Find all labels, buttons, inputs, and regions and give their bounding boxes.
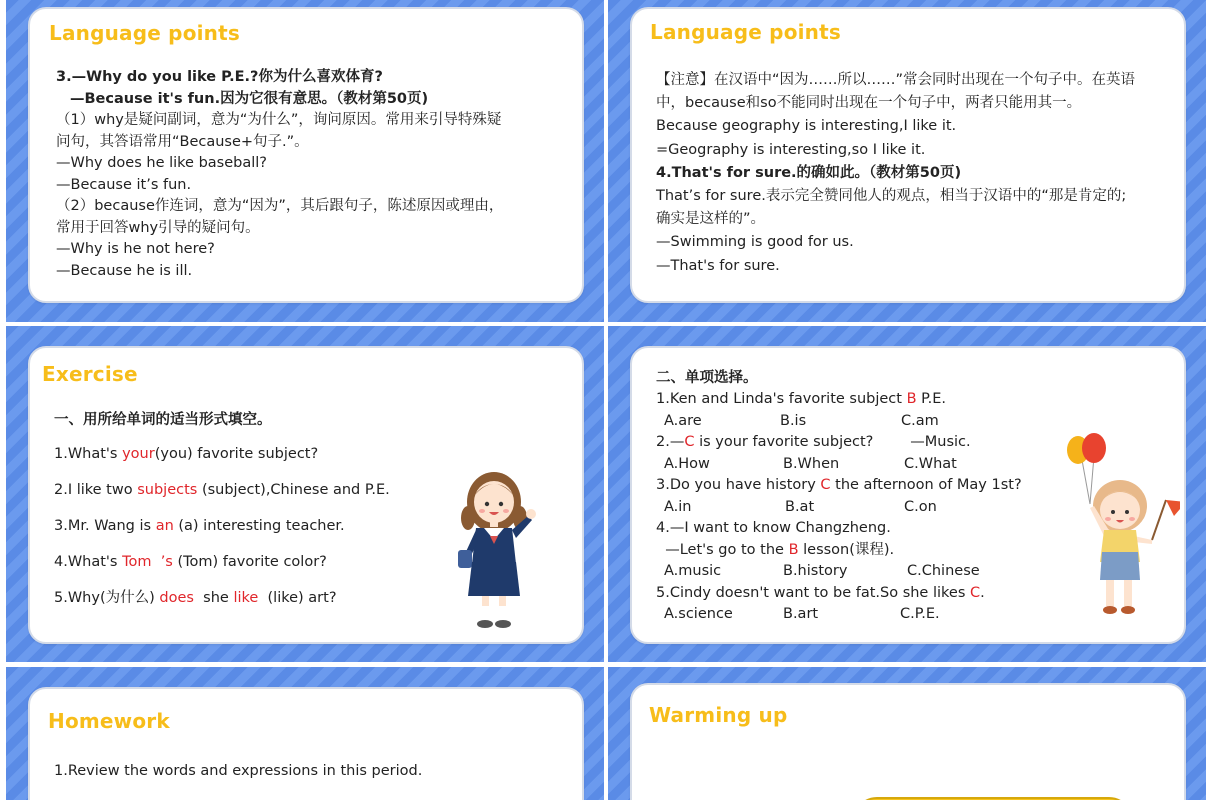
option: C.P.E.: [900, 606, 940, 622]
exercise-item: [54, 444, 318, 466]
exercise-item: [54, 588, 337, 610]
question: [656, 475, 1022, 497]
option: A.science: [664, 606, 733, 622]
item-text: 2.I like two: [54, 482, 138, 498]
answer: C: [970, 584, 981, 601]
question: [656, 518, 1022, 561]
option: A.in: [664, 498, 692, 515]
option: C.What: [904, 455, 957, 472]
text-line: —Why does he like baseball?: [56, 155, 267, 171]
text-line: 【注意】在汉语中“因为……所以……”常会同时出现在一个句子中。在英语: [656, 72, 1136, 88]
answer: an: [155, 518, 174, 534]
text-line: 4.That's for sure.的确如此。（教材第50页): [656, 164, 962, 181]
slide-card: [28, 346, 584, 644]
item-text: (you) favorite subject?: [154, 446, 319, 462]
answer: does: [159, 590, 194, 606]
text-line: 确实是这样的”。: [656, 211, 766, 228]
answer: subjects: [137, 482, 198, 498]
text-line: 3.—Why do you like P.E.?你为什么喜欢体育?: [56, 69, 383, 85]
text-line: Because geography is interesting,I like it.: [656, 118, 957, 135]
text-line: 中，because和so不能同时出现在一个句子中，两者只能用其一。: [656, 95, 1082, 112]
slide-card: [28, 7, 584, 303]
text-line: —Because it’s fun.: [56, 176, 192, 193]
answer: your: [122, 446, 155, 462]
girl-balloons-illustration: [1060, 432, 1180, 622]
text-line: That’s for sure.表示完全赞同他人的观点，相当于汉语中的“那是肯定的;: [656, 188, 1127, 205]
student-girl-illustration: [454, 466, 538, 634]
question-text: is your favorite subject? —Music.: [694, 434, 971, 450]
slide-warming-up[interactable]: [608, 667, 1206, 800]
text-line: —That's for sure.: [656, 257, 780, 274]
slide-heading: Homework: [48, 709, 170, 733]
question: [656, 583, 1022, 605]
item-text: 4.What's: [54, 554, 123, 570]
slide-heading: Language points: [650, 20, 841, 44]
option: B.is: [780, 412, 807, 429]
option: A.music: [664, 563, 722, 579]
question-text: 3.Do you have history: [656, 477, 821, 493]
slide-body: [56, 67, 503, 282]
item-text: 5.Why(为什么): [54, 590, 160, 606]
slide-heading: Warming up: [649, 703, 788, 727]
slide-heading: Language points: [49, 21, 240, 45]
option: A.are: [664, 412, 702, 429]
question-text: 1.Ken and Linda's favorite subject: [656, 391, 907, 407]
slide-homework[interactable]: [6, 667, 604, 800]
option: A.How: [664, 455, 710, 472]
option: B.history: [783, 563, 848, 579]
homework-item: 1.Review the words and expressions in this period.: [54, 763, 423, 779]
options: [656, 561, 1022, 583]
text-line: —Swimming is good for us.: [656, 234, 854, 251]
slide-language-points-1[interactable]: [6, 0, 604, 322]
question-text: .: [980, 584, 985, 601]
exercise-item: [54, 516, 345, 538]
question-text: 4.—I want to know Changzheng. —Let's go to the: [656, 520, 891, 558]
slide-body: [656, 69, 1135, 278]
answer: Tom ’s: [122, 554, 173, 570]
text-line: （1）why是疑问副词，意为“为什么”，询问原因。常用来引导特殊疑: [56, 112, 502, 128]
item-text: 1.What's: [54, 446, 123, 462]
options: [656, 497, 1022, 519]
slide-card: [630, 7, 1186, 303]
question-text: 2.—: [656, 434, 685, 450]
exercise-title: 二、单项选择。: [656, 370, 758, 386]
answer: B: [788, 541, 799, 558]
question-text: the afternoon of May 1st?: [830, 477, 1022, 493]
option: B.When: [783, 455, 840, 472]
item-text: 3.Mr. Wang is: [54, 518, 156, 534]
options: [656, 411, 1022, 433]
question: [656, 432, 1022, 454]
exercise-item: [54, 552, 327, 574]
question: [656, 389, 1022, 411]
answer: B: [906, 391, 917, 407]
slide-heading: Exercise: [42, 362, 138, 386]
option: B.art: [783, 606, 819, 622]
option: C.on: [904, 498, 937, 515]
text-line: （2）because作连词，意为“因为”，其后跟句子，陈述原因或理由，: [56, 198, 504, 214]
slide-card: [28, 687, 584, 800]
question-text: lesson(课程).: [798, 541, 895, 558]
question-text: P.E.: [916, 391, 947, 407]
slide-card: [630, 346, 1186, 644]
exercise-title: 一、用所给单词的适当形式填空。: [54, 412, 272, 428]
text-line: —Because he is ill.: [56, 262, 193, 279]
exercise-item: [54, 480, 390, 502]
item-text: (subject),Chinese and P.E.: [197, 482, 390, 498]
question-text: 5.Cindy doesn't want to be fat.So she likes: [656, 584, 970, 601]
item-text: (like) art?: [258, 590, 337, 606]
slide-language-points-2[interactable]: [608, 0, 1206, 322]
options: [656, 604, 1022, 626]
slide-card: [630, 683, 1186, 800]
slide-exercise[interactable]: [6, 326, 604, 662]
text-line: 常用于回答why引导的疑问句。: [56, 219, 260, 236]
text-line: =Geography is interesting,so I like it.: [656, 141, 926, 158]
item-text: she: [193, 590, 234, 606]
answer: C: [684, 434, 695, 450]
slide-multiple-choice[interactable]: [608, 326, 1206, 662]
text-line: —Because it's fun.因为它很有意思。（教材第50页): [70, 90, 429, 107]
text-line: 问句，其答语常用“Because+句子.”。: [56, 133, 309, 150]
answer: C: [820, 477, 831, 493]
item-text: (a) interesting teacher.: [173, 518, 345, 534]
option: C.am: [901, 412, 939, 429]
answer: like: [233, 590, 259, 606]
option: C.Chinese: [907, 563, 980, 579]
options: [656, 454, 1022, 476]
question-block: [656, 389, 1022, 626]
option: B.at: [785, 498, 815, 515]
text-line: —Why is he not here?: [56, 241, 215, 257]
item-text: (Tom) favorite color?: [172, 554, 327, 570]
